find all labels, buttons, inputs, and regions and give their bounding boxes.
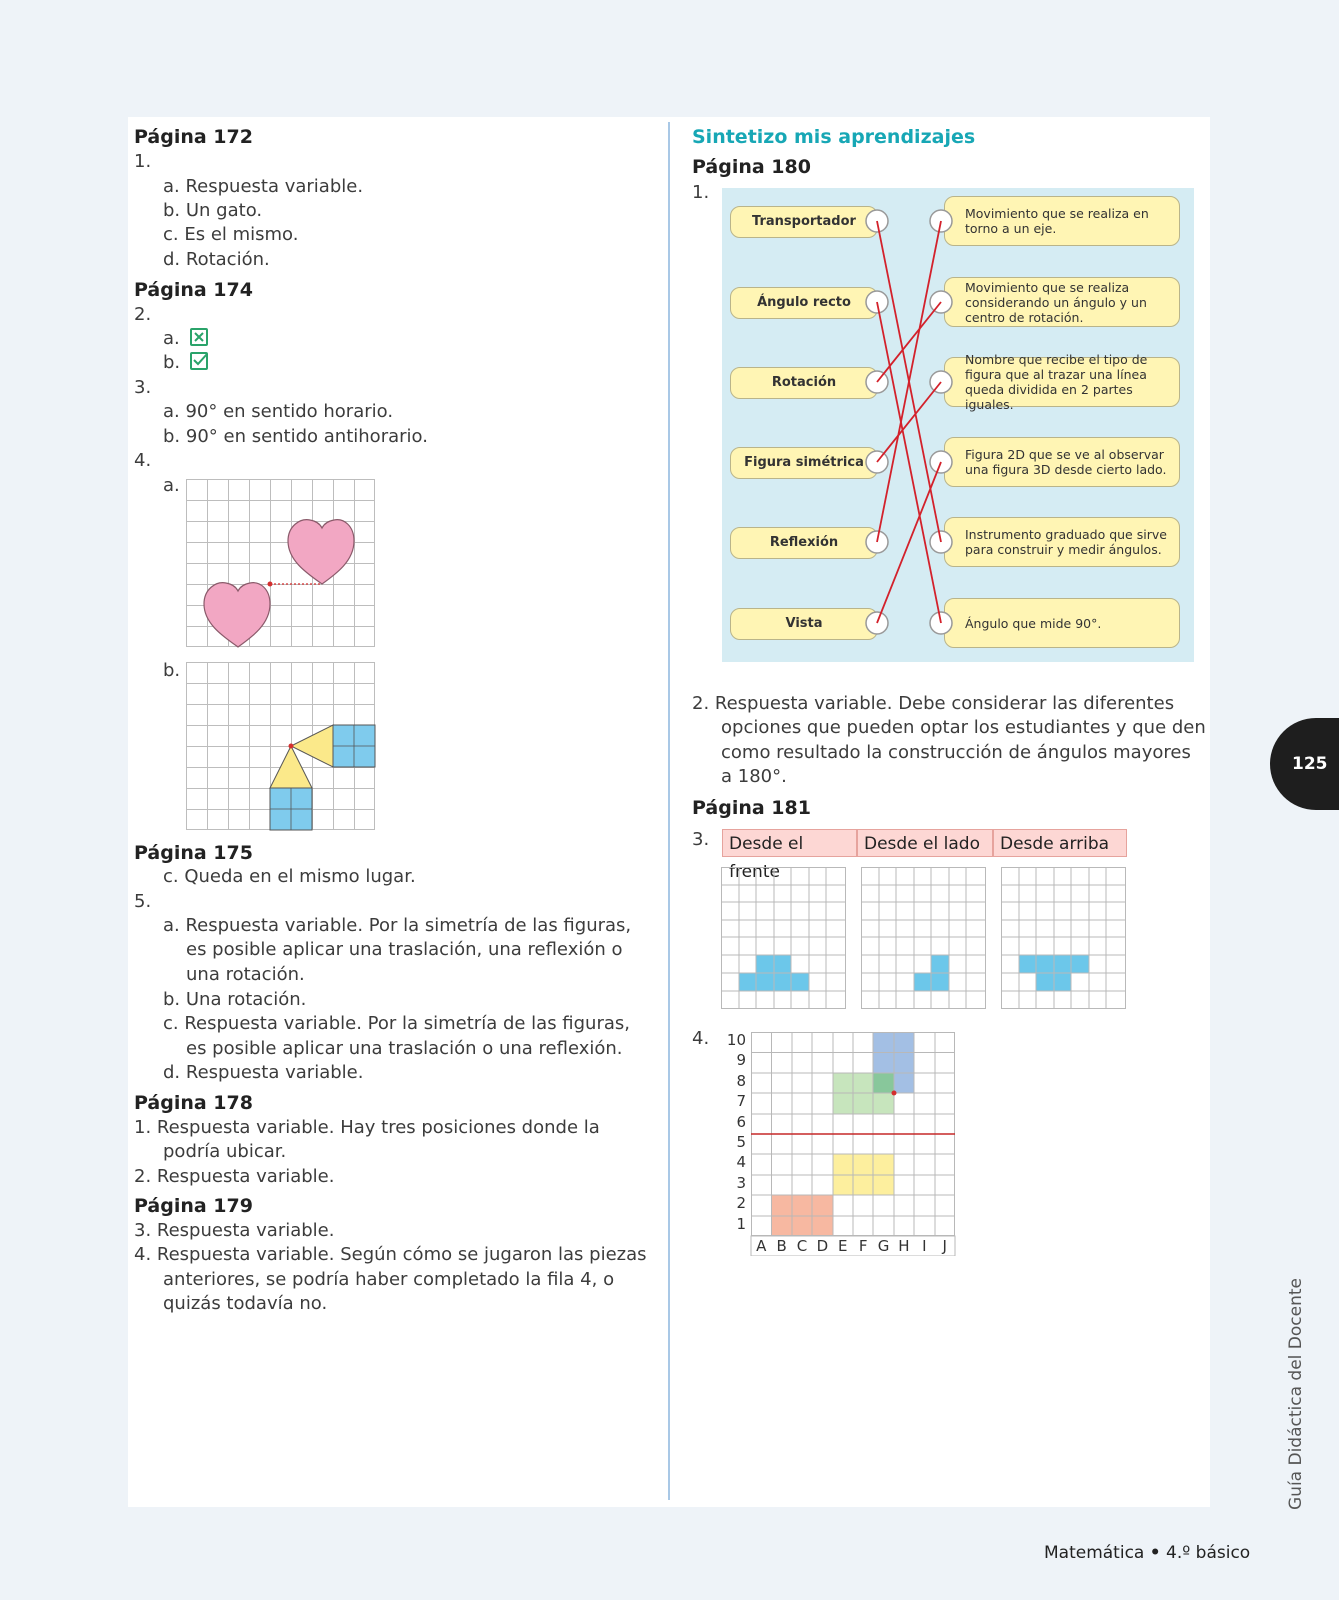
- answer-5d: d. Respuesta variable.: [163, 1062, 364, 1083]
- heading-p175: Página 175: [134, 842, 253, 864]
- term-angulo-recto: Ángulo recto: [730, 287, 878, 319]
- answer-c: c. Es el mismo.: [163, 224, 299, 245]
- answer-2b: b.: [163, 352, 208, 373]
- answer-3a: a. 90° en sentido horario.: [163, 401, 394, 422]
- answer-175c: c. Queda en el mismo lugar.: [163, 866, 416, 887]
- q3: 3.: [134, 377, 152, 398]
- answer-4a: a.: [163, 475, 180, 496]
- answer-5a-line2: es posible aplicar una traslación, una reflexión o: [186, 939, 623, 960]
- definition-4: Figura 2D que se ve al observar una figura 3D desde cierto lado.: [944, 437, 1180, 487]
- q4-right: 4.: [692, 1028, 710, 1049]
- crossed-checkbox-icon: [190, 328, 208, 346]
- footer-subject: Matemática: [1044, 1543, 1145, 1563]
- footer-bullet: •: [1149, 1543, 1161, 1563]
- heading-p179: Página 179: [134, 1195, 253, 1217]
- heading-p178: Página 178: [134, 1092, 253, 1114]
- matching-exercise: [722, 188, 1194, 662]
- answer-b: b. Un gato.: [163, 200, 263, 221]
- answer-5a-line1: a. Respuesta variable. Por la simetría de las figuras,: [163, 915, 632, 936]
- answer-180-2-line1: 2. Respuesta variable. Debe considerar las diferentes: [692, 693, 1175, 714]
- term-rotacion: Rotación: [730, 367, 878, 399]
- answer-5a-line3: una rotación.: [186, 964, 305, 985]
- definition-2: Movimiento que se realiza considerando un ángulo y un centro de rotación.: [944, 277, 1180, 327]
- section-title: Sintetizo mis aprendizajes: [692, 126, 976, 148]
- answer-5c-line1: c. Respuesta variable. Por la simetría de las figuras,: [163, 1013, 630, 1034]
- page-number-tab: 125: [1270, 718, 1339, 810]
- definition-6: Ángulo que mide 90°.: [944, 598, 1180, 648]
- answer-d: d. Rotación.: [163, 249, 270, 270]
- answer-178-2: 2. Respuesta variable.: [134, 1166, 335, 1187]
- view-top-label: Desde arriba: [993, 829, 1127, 857]
- footer-grade: 4.º básico: [1166, 1543, 1251, 1563]
- answer-179-4-line1: 4. Respuesta variable. Según cómo se jugaron las piezas: [134, 1244, 647, 1265]
- footer: [1044, 1543, 1250, 1563]
- term-reflexion: Reflexión: [730, 527, 878, 559]
- term-figura-simetrica: Figura simétrica: [730, 447, 878, 479]
- q1: 1.: [134, 151, 152, 172]
- answer-180-2-line3: como resultado la construcción de ángulos mayores: [721, 742, 1191, 763]
- answer-179-4-line3: quizás todavía no.: [163, 1293, 328, 1314]
- house-rotation-grid: [186, 662, 376, 832]
- definition-1: Movimiento que se realiza en torno a un eje.: [944, 196, 1180, 246]
- y-axis-labels: 10 9 8 7 6 5 4 3 2 1: [726, 1031, 746, 1233]
- answer-4b: b.: [163, 660, 181, 681]
- definition-3: Nombre que recibe el tipo de figura que al trazar una línea queda dividida en 2 partes iguales.: [944, 357, 1180, 407]
- q1-right: 1.: [692, 182, 710, 203]
- view-side-label: Desde el lado: [857, 829, 993, 857]
- q4: 4.: [134, 450, 152, 471]
- heading-p180: Página 180: [692, 156, 811, 178]
- heading-p174: Página 174: [134, 279, 253, 301]
- top-view-grid: [1001, 867, 1127, 1010]
- matching-lines: [722, 188, 1194, 662]
- answer-180-2-line2: opciones que pueden optar los estudiantes y que den: [721, 717, 1206, 738]
- heading-p172: Página 172: [134, 126, 253, 148]
- answer-5c-line2: es posible aplicar una traslación o una reflexión.: [186, 1038, 623, 1059]
- side-guide-label: Guía Didáctica del Docente: [1286, 1278, 1306, 1510]
- term-vista: Vista: [730, 608, 878, 640]
- answer-179-4-line2: anteriores, se podría haber completado la fila 4, o: [163, 1269, 615, 1290]
- heart-translation-grid: [186, 479, 376, 649]
- q3-right: 3.: [692, 829, 710, 850]
- definition-5: Instrumento graduado que sirve para construir y medir ángulos.: [944, 517, 1180, 567]
- coordinate-grid: [720, 1030, 960, 1256]
- heading-p181: Página 181: [692, 797, 811, 819]
- answer-178-1-line2: podría ubicar.: [163, 1141, 287, 1162]
- views-header: [722, 829, 1127, 882]
- coordinate-grid-drawing: [720, 1030, 960, 1256]
- answer-180-2-line4: a 180°.: [721, 766, 787, 787]
- front-view-grid: [721, 867, 847, 1010]
- answer-178-1-line1: 1. Respuesta variable. Hay tres posiciones donde la: [134, 1117, 600, 1138]
- x-axis-labels: A B C D E F G H I J: [756, 1237, 947, 1255]
- term-transportador: Transportador: [730, 206, 878, 238]
- side-view-grid: [861, 867, 987, 1010]
- overlap-cell: [873, 1073, 894, 1093]
- answer-a: a. Respuesta variable.: [163, 176, 364, 197]
- checked-checkbox-icon: [190, 352, 208, 370]
- q5: 5.: [134, 891, 152, 912]
- answer-5b: b. Una rotación.: [163, 989, 307, 1010]
- answer-3b: b. 90° en sentido antihorario.: [163, 426, 428, 447]
- view-front-label: Desde el frente: [722, 829, 857, 857]
- answer-179-3: 3. Respuesta variable.: [134, 1220, 335, 1241]
- q2: 2.: [134, 304, 152, 325]
- column-divider: [668, 122, 670, 1500]
- heart-shape-translated: [288, 520, 354, 584]
- heart-shape-original: [204, 583, 270, 647]
- answer-2a: a.: [163, 328, 208, 349]
